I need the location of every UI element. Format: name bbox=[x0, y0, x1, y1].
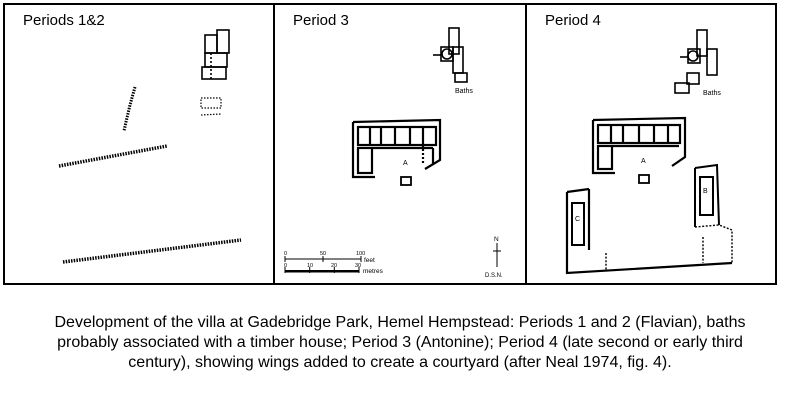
plan-period-3 bbox=[275, 5, 527, 285]
panel-period-3 bbox=[275, 5, 527, 283]
caption-line: probably associated with a timber house; Period 3 (Antonine); Period 4 (late second or early third bbox=[57, 334, 743, 351]
baths-label: Baths bbox=[703, 90, 721, 97]
baths-plan bbox=[675, 30, 717, 93]
scale-feet-tick: 0 bbox=[284, 251, 288, 257]
detached-room bbox=[401, 177, 411, 185]
panel-title: Period 3 bbox=[293, 12, 349, 29]
scale-feet-unit: feet bbox=[364, 257, 375, 264]
detached-room bbox=[639, 175, 649, 183]
east-wing bbox=[695, 165, 719, 227]
baths-plan bbox=[433, 28, 467, 82]
caption-line: Development of the villa at Gadebridge Park, Hemel Hempstead: Periods 1 and 2 (Flavian), baths bbox=[54, 314, 746, 331]
room-a-label: A bbox=[641, 158, 646, 165]
north-arrow bbox=[493, 243, 501, 267]
villa-range bbox=[593, 118, 685, 173]
timber-wall-diagonal bbox=[124, 87, 135, 131]
baths-plan bbox=[202, 30, 229, 79]
scale-metre-tick: 30 bbox=[355, 263, 362, 269]
courtyard-walls bbox=[567, 189, 732, 273]
author-initials: D.S.N. bbox=[485, 273, 503, 279]
room-a-label: A bbox=[403, 160, 408, 167]
panel-title: Periods 1&2 bbox=[23, 12, 105, 29]
room-b-label: B bbox=[703, 188, 708, 195]
west-wing bbox=[572, 203, 584, 245]
scale-feet-tick: 50 bbox=[320, 251, 327, 257]
plan-period-4 bbox=[527, 5, 775, 285]
villa-range bbox=[353, 120, 440, 177]
panel-periods-1-2 bbox=[5, 5, 275, 283]
timber-structure-dotted bbox=[201, 98, 221, 115]
scale-metre-tick: 0 bbox=[284, 263, 288, 269]
scale-metre-tick: 20 bbox=[331, 263, 338, 269]
caption-line: century), showing wings added to create a courtyard (after Neal 1974, fig. 4). bbox=[128, 354, 672, 371]
figure-frame bbox=[3, 3, 777, 285]
room-c-label: C bbox=[575, 216, 581, 223]
figure-caption bbox=[0, 313, 800, 373]
plan-periods-1-2 bbox=[5, 5, 275, 285]
baths-label: Baths bbox=[455, 88, 473, 95]
scale-metre-unit: metres bbox=[363, 268, 383, 275]
scale-feet-tick: 100 bbox=[356, 251, 366, 257]
north-label: N bbox=[494, 236, 499, 243]
scale-metre-tick: 10 bbox=[307, 263, 314, 269]
timber-walls-long bbox=[59, 146, 241, 262]
panel-title: Period 4 bbox=[545, 12, 601, 29]
scale-bar bbox=[285, 256, 361, 273]
panel-period-4 bbox=[527, 5, 775, 283]
